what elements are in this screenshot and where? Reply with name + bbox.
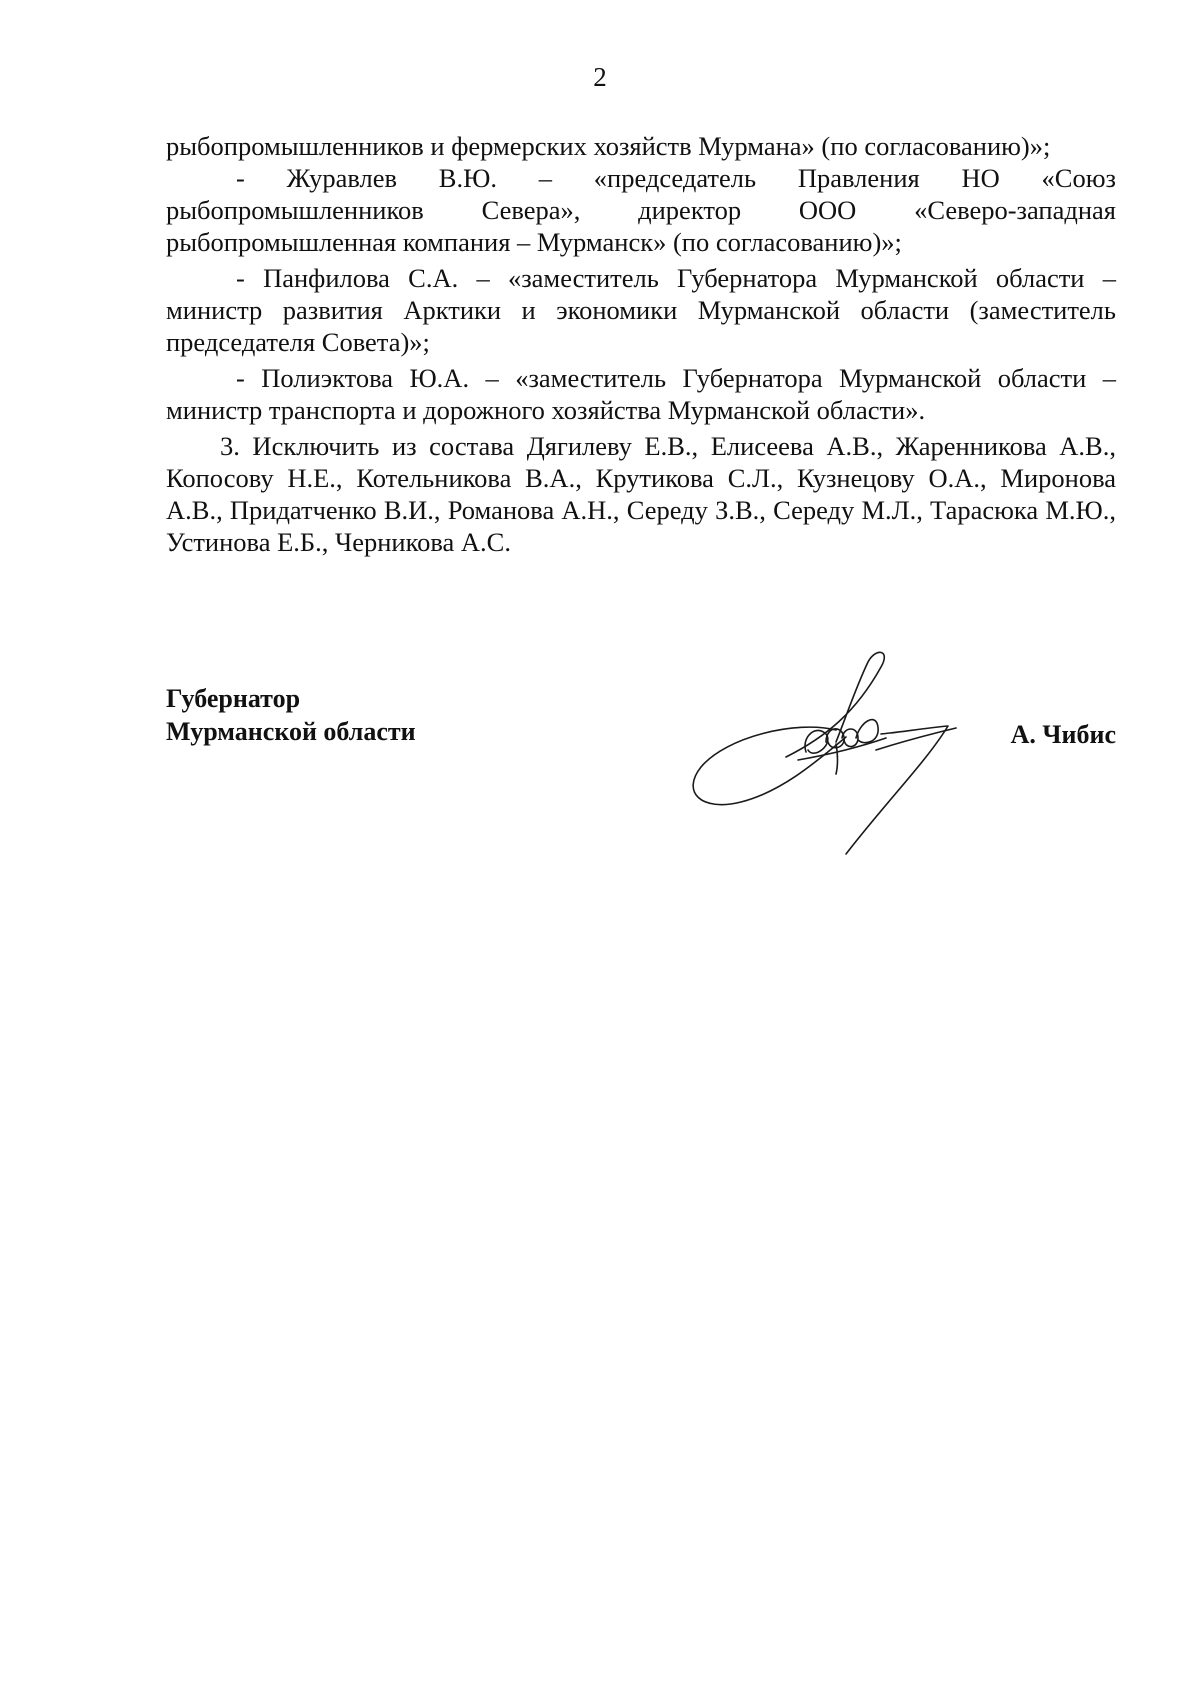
signature-block [166, 682, 1116, 882]
paragraph-polyektova: - Полиэктова Ю.А. – «заместитель Губернатора Мурманской области – министр транспорта и дорожного хозяйства Мурманской области». [166, 363, 1116, 425]
signer-position-line2: Мурманской области [166, 717, 416, 746]
signer-position-line1: Губернатор [166, 684, 301, 713]
handwritten-signature [686, 642, 986, 872]
document-body [166, 130, 1116, 558]
paragraph-panfilova: - Панфилова С.А. – «заместитель Губернатора Мурманской области – министр развития Арктики и экономики Мурманской области (заместитель председателя Совета)»; [166, 263, 1116, 357]
signer-name: А. Чибис [1010, 720, 1116, 749]
page-number: 2 [593, 62, 607, 92]
paragraph-continuation: рыбопромышленников и фермерских хозяйств Мурмана» (по согласованию)»; [166, 131, 1051, 161]
paragraph-exclusion: 3. Исключить из состава Дягилеву Е.В., Елисеева А.В., Жаренникова А.В., Копосову Н.Е., Котельникова В.А., Крутикова С.Л., Кузнецову О.А., Миронова А.В., Придатченко В.И., Романова А.Н., Середу З.В., Середу М.Л., Тарасюка М.Ю., Устинова Е.Б., Черникова А.С. [166, 431, 1116, 557]
signer-position [166, 682, 416, 748]
paragraph-zhuravlev: - Журавлев В.Ю. – «председатель Правления НО «Союз рыбопромышленников Севера», директор ООО «Северо-западная рыбопромышленная компания – Мурманск» (по согласованию)»; [166, 163, 1116, 257]
